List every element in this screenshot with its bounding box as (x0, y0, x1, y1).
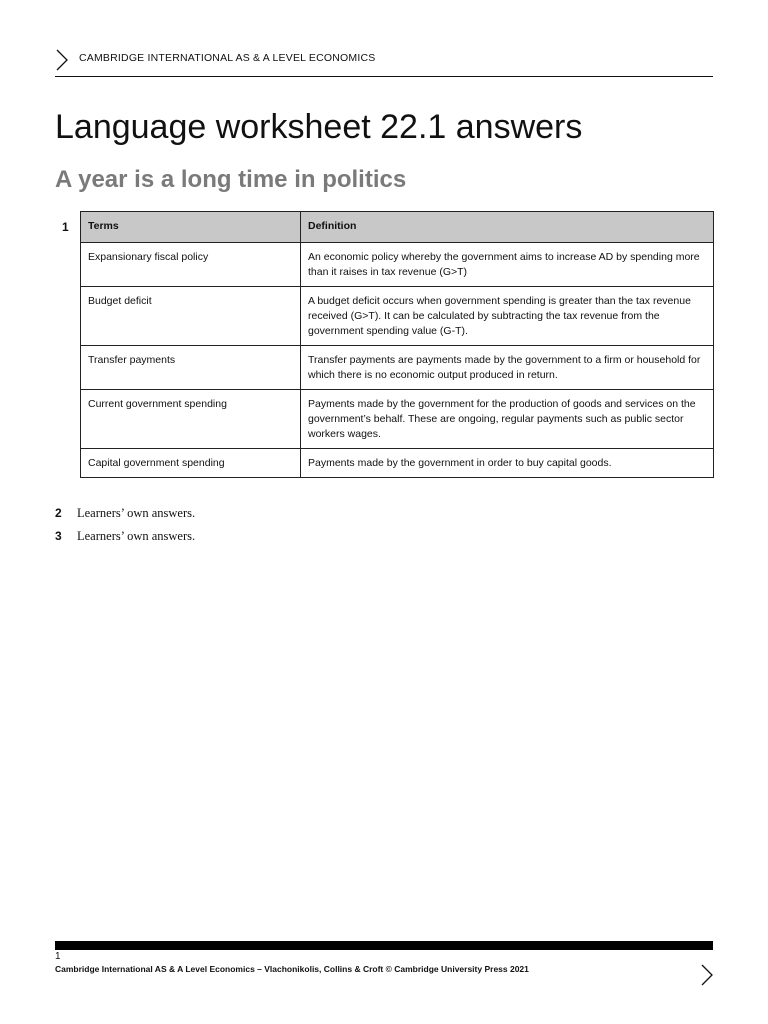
answer-number: 2 (55, 506, 62, 520)
column-header-terms: Terms (81, 212, 301, 243)
page-title: Language worksheet 22.1 answers (55, 108, 583, 146)
footer-copyright: Cambridge International AS & A Level Economics – Vlachonikolis, Collins & Croft © Cambridge University Press 2021 (55, 964, 529, 974)
table-row (81, 243, 714, 287)
term-cell: Transfer payments (81, 346, 301, 390)
term-cell: Budget deficit (81, 287, 301, 346)
header-rule (55, 76, 713, 77)
definition-cell: Payments made by the government for the production of goods and services on the government’s behalf. These are ongoing, regular payments such as public sector workers wages. (301, 390, 714, 449)
page-subtitle: A year is a long time in politics (55, 166, 407, 193)
question-number: 1 (62, 220, 69, 234)
table-row (81, 449, 714, 478)
table-row (81, 287, 714, 346)
footer-bar (55, 941, 713, 950)
table-header-row (81, 212, 714, 243)
running-header: CAMBRIDGE INTERNATIONAL AS & A LEVEL ECONOMICS (79, 52, 376, 64)
page-number: 1 (55, 951, 61, 962)
table-row (81, 390, 714, 449)
term-cell: Capital government spending (81, 449, 301, 478)
definition-cell: An economic policy whereby the government aims to increase AD by spending more than it raises in tax revenue (G>T) (301, 243, 714, 287)
chevron-right-icon (55, 49, 69, 71)
definition-cell: A budget deficit occurs when government spending is greater than the tax revenue received (G>T). It can be calculated by subtracting the tax revenue from the government spending value (G-T). (301, 287, 714, 346)
answer-text: Learners’ own answers. (77, 529, 196, 543)
definition-cell: Payments made by the government in order to buy capital goods. (301, 449, 714, 478)
answer-text: Learners’ own answers. (77, 506, 196, 520)
terms-table (80, 211, 714, 478)
answer-number: 3 (55, 529, 62, 543)
definition-cell: Transfer payments are payments made by the government to a firm or household for which there is no economic output produced in return. (301, 346, 714, 390)
column-header-definition: Definition (301, 212, 714, 243)
answer-item (55, 529, 195, 544)
answer-item (55, 506, 195, 521)
term-cell: Expansionary fiscal policy (81, 243, 301, 287)
term-cell: Current government spending (81, 390, 301, 449)
chevron-right-icon (700, 964, 714, 986)
table-row (81, 346, 714, 390)
